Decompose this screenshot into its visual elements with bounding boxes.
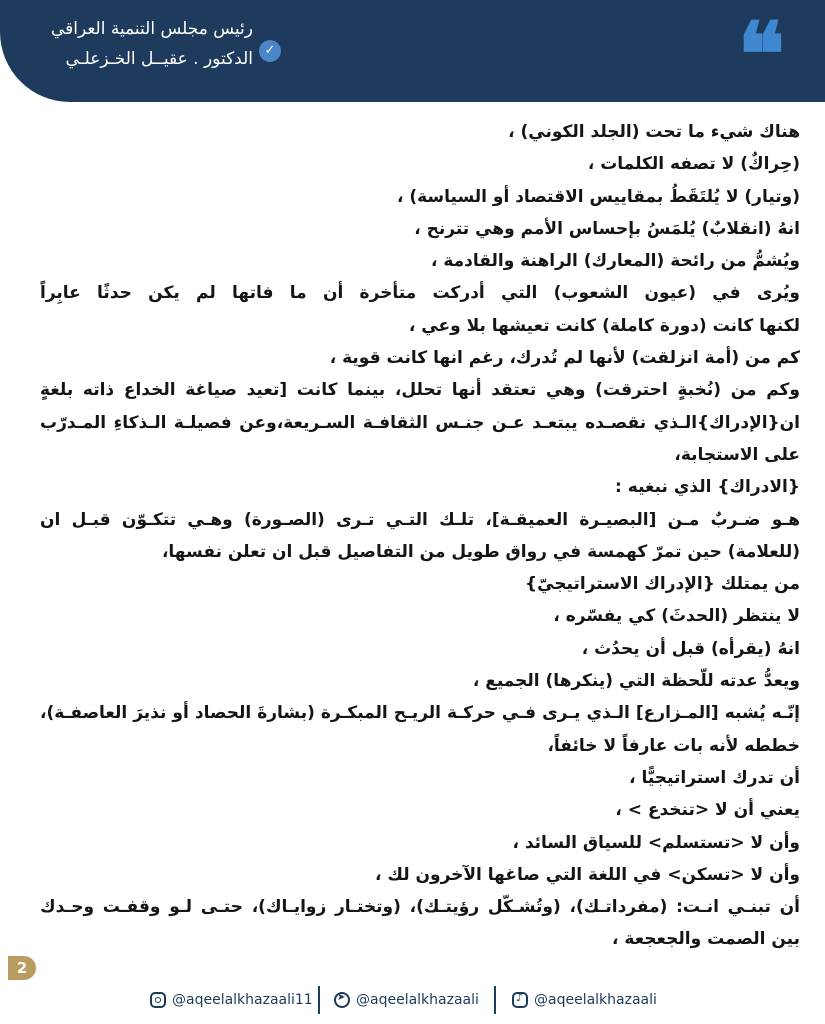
body-line: إنّـه يُشبه [المـزارع] الـذي يـرى فـي حركـة الريـح المبكـرة (بشارةَ الحصاد أو نذيرَ العاصفـة)، [40,703,800,724]
body-line: وأن لا <تستسلم> للسياق السائد ، [512,832,800,853]
telegram-text: @aqeelalkhazaali [356,992,479,1008]
header-bar [0,0,825,106]
body-line: (للعلامة) حين تمرّ كهمسة في رواق طويل من التفاصيل قبل ان تعلن نفسها، [161,541,800,562]
body-line: أن تدرك استراتيجيًّا ، [629,767,800,788]
footer-divider [494,986,496,1014]
body-line: لا ينتظر (الحدثَ) كي يفسّره ، [553,606,800,627]
quote-icon: ❝ [737,2,785,106]
body-line: ويُشمُّ من رائحة (المعارك) الراهنة والقادمة ، [430,251,800,272]
instagram-text: @aqeelalkhazaali11 [172,992,313,1008]
body-line: وأن لا <تسكن> في اللغة التي صاغها الآخرون لك ، [374,864,800,885]
body-line: {الادراك} الذي نبغيه : [615,477,800,498]
body-line: كم من (أمة انزلقت) لأنها لم تُدرك، رغم انها كانت قوية ، [329,348,800,369]
author-title: رئيس مجلس التنمية العراقي [50,19,253,39]
body-line: خططه لأنه بات عارفاً لا خائفاً، [547,735,800,756]
body-line: على الاستجابة، [674,444,800,465]
tiktok-text: @aqeelalkhazaali [534,992,657,1008]
body-line: انهُ (يقرأه) قبل أن يحدُث ، [581,638,800,659]
body-line: هناك شيء ما تحت (الجلد الكوني) ، [508,122,800,142]
instagram-icon [150,992,166,1008]
author-block [51,14,253,74]
article-body [40,116,800,956]
body-line: وكم من (نُخبةٍ احترقت) وهي تعتقد أنها تحلل، بينما كانت [تعيد صياغة الخداع ذاته بلغةٍ [40,380,800,401]
body-line: بين الصمت والجعجعة ، [612,929,800,950]
body-line: (حِراكٌ) لا تصفه الكلمات ، [587,154,800,175]
body-line: لكنها كانت (دورة كاملة) كانت تعيشها بلا وعي ، [408,315,800,336]
tiktok-handle[interactable] [512,988,657,1012]
body-line: أن تبنـي انـت: (مفرداتـك)، (وتُشـكّل رؤيتـك)، (وتختـار زوايـاك)، حتـى لـو وقفـت وحـدك [40,897,800,918]
body-line: (وتيار) لا يُلتَقَطُ بمقاييس الاقتصاد أو السياسة) ، [396,186,800,207]
body-line: ويعدُّ عدته للّحظة التي (ينكرها) الجميع ، [472,671,800,692]
tiktok-icon [512,992,528,1008]
instagram-handle[interactable] [150,988,313,1012]
author-name: الدكتور . عقيــل الخـزعلـي [65,49,253,69]
social-footer [0,978,825,1024]
body-line: من يمتلك {الإدراك الاستراتيجيّ} [525,574,800,595]
telegram-icon [334,992,350,1008]
verified-badge-icon: ✓ [259,40,281,62]
body-line: انهُ (انقلابٌ) يُلمَسُ بإحساس الأمم وهي تترنح ، [414,218,800,239]
body-line: هـو ضـربٌ مـن [البصيـرة العميقـة]، تلـك التـي تـرى (الصـورة) وهـي تتكـوّن قبـل ان [40,509,800,530]
body-line: ويُرى في (عيون الشعوب) التي أدركت متأخرة أن ما فاتها لم يكن حدثًا عابِراً [40,283,800,304]
telegram-handle[interactable] [334,988,479,1012]
footer-divider [318,986,320,1014]
page-number: 2 [8,956,36,980]
body-line: ان{الإدراك}الـذي نقصـده يبتعـد عـن جنـس الثقافـة السـريعة،وعن فصيلـة الـذكاءِ المـدرّب [40,412,800,433]
body-line: يعني أن لا <تنخدع > ، [615,800,800,821]
